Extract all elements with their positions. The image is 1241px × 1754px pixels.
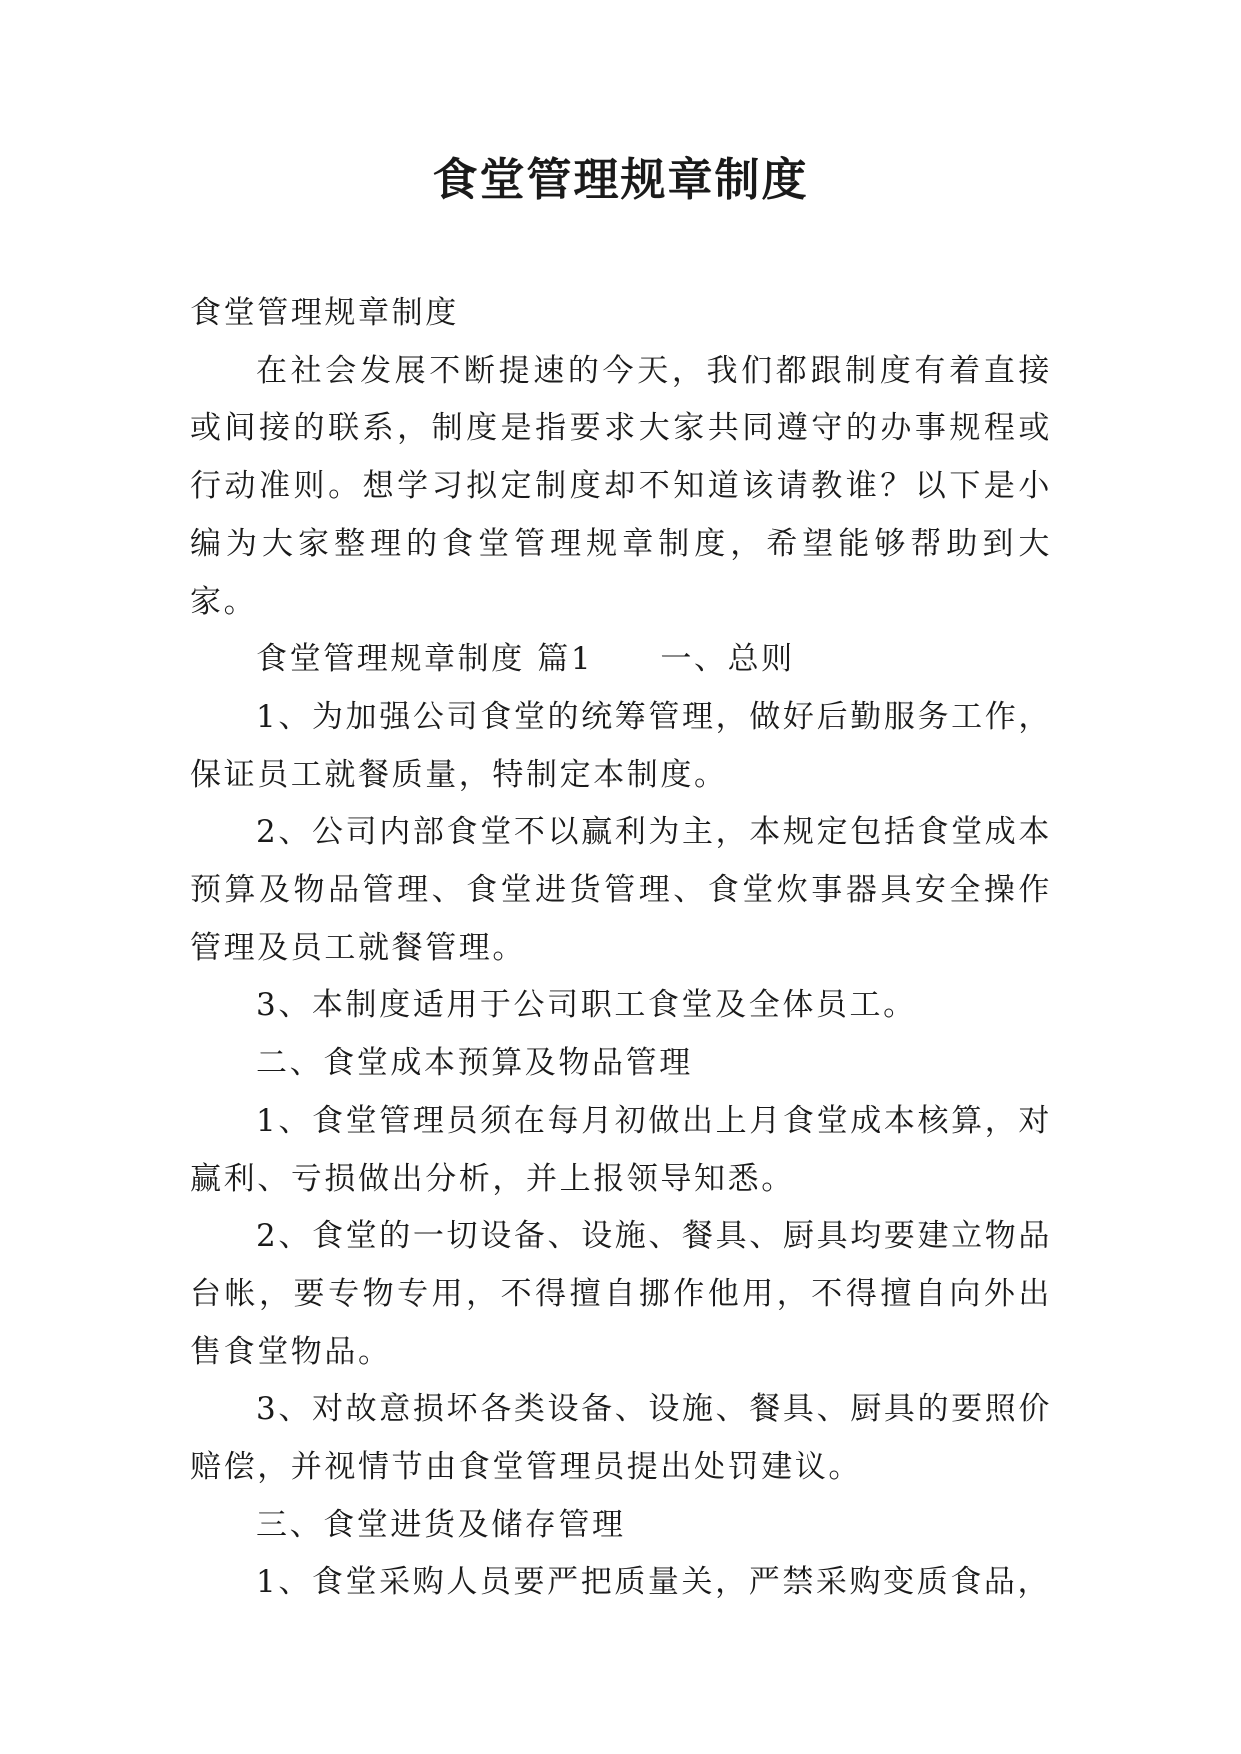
document-body [190, 285, 1052, 1612]
paragraph-intro: 在社会发展不断提速的今天，我们都跟制度有着直接或间接的联系，制度是指要求大家共同遵守的办事规程或行动准则。想学习拟定制度却不知道该请教谁？以下是小编为大家整理的食堂管理规章制度，希望能够帮助到大家。 [190, 352, 1052, 620]
paragraph-cost-2: 2、食堂的一切设备、设施、餐具、厨具均要建立物品台帐，要专物专用，不得擅自挪作他用，不得擅自向外出售食堂物品。 [190, 1218, 1052, 1370]
paragraph-storage-1: 1、食堂采购人员要严把质量关，严禁采购变质食品， [256, 1564, 1052, 1601]
paragraph-cost-3: 3、对故意损坏各类设备、设施、餐具、厨具的要照价赔偿，并视情节由食堂管理员提出处罚建议。 [190, 1391, 1052, 1486]
paragraph-cost-1: 1、食堂管理员须在每月初做出上月食堂成本核算，对赢利、亏损做出分析，并上报领导知悉。 [190, 1102, 1052, 1197]
section-heading-storage: 三、食堂进货及储存管理 [256, 1506, 626, 1543]
section-heading-cost: 二、食堂成本预算及物品管理 [256, 1045, 693, 1082]
section-heading-general: 食堂管理规章制度 篇1 一、总则 [256, 641, 795, 678]
paragraph-general-1: 1、为加强公司食堂的统筹管理，做好后勤服务工作，保证员工就餐质量，特制定本制度。 [190, 698, 1052, 793]
paragraph-general-3: 3、本制度适用于公司职工食堂及全体员工。 [256, 987, 917, 1024]
document-title: 食堂管理规章制度 [432, 153, 809, 206]
paragraph-general-2: 2、公司内部食堂不以赢利为主，本规定包括食堂成本预算及物品管理、食堂进货管理、食堂炊事器具安全操作管理及员工就餐管理。 [190, 814, 1052, 966]
paragraph-subtitle: 食堂管理规章制度 [190, 295, 459, 331]
